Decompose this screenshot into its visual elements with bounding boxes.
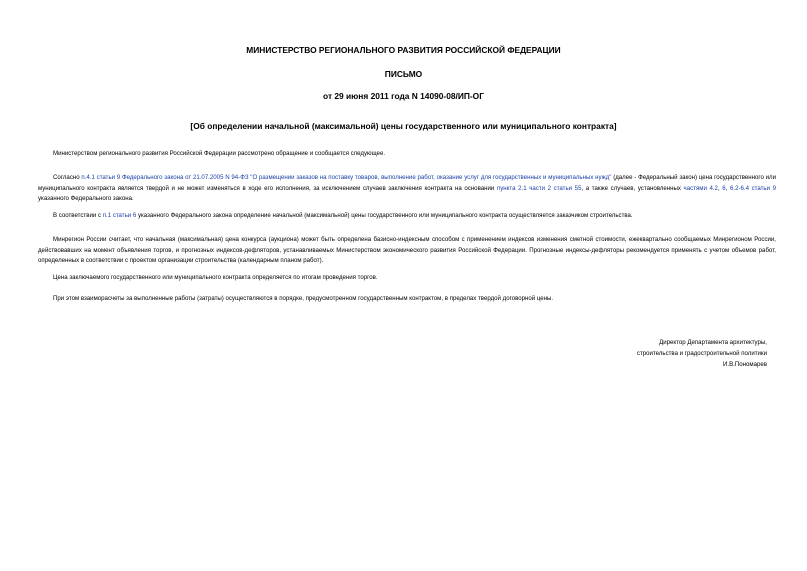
link-article-55[interactable]: пункта 2.1 части 2 статьи 55 [496,184,582,192]
link-part-4-2[interactable]: частями 4.2 [683,184,718,192]
link-part-6[interactable]: 6 [722,184,726,192]
text-segment: , [717,184,723,192]
link-article-6[interactable]: п.1 статьи 6 [102,212,137,219]
link-parts-6-2-6-4-article-9[interactable]: 6.2-6.4 статьи 9 [730,184,777,192]
text-segment: (далее - Федеральный закон) цена государственного или муниципального контракта является твердой и не может изменяться в ходе его исполнения, за исключением случаев заключения контракта на основании [38,174,776,192]
document-date-number: от 29 июня 2011 года N 14090-08/ИП-ОГ [323,91,484,101]
signature-name: И.В.Пономарев [723,361,767,368]
text-segment: , а также случаев, установленных [581,184,684,192]
paragraph-contract-price: Цена заключаемого государственного или муниципального контракта определяется по итогам проведения торгов. [53,274,378,281]
signature-position-line-2: строительства и градостроительной политики [636,350,767,357]
text-segment: В соответствии с [53,212,103,219]
paragraph-settlements: При этом взаиморасчеты за выполненные работы (затраты) осуществляются в порядке, предусмотренном государственным контрактом, в пределах твердой договорной цены. [53,295,554,302]
document-type: ПИСЬМО [384,69,423,79]
link-law-94fz-article-9[interactable]: п.4.1 статьи 9 Федерального закона от 21.07.2005 N 94-ФЗ "О размещении заказов на поставку товаров, выполнение работ, оказание услуг для государственных и муниципальных нужд" [81,174,612,181]
ministry-name: МИНИСТЕРСТВО РЕГИОНАЛЬНОГО РАЗВИТИЯ РОССИЙСКОЙ ФЕДЕРАЦИИ [246,45,561,55]
signature-position-line-1: Директор Департамента архитектуры, [659,339,767,346]
signature-block [637,337,767,370]
paragraph-article-6 [38,211,776,222]
text-segment: указанного Федерального закона. [38,195,134,202]
document-subject: [Об определении начальной (максимальной) цены государственного или муниципального контракта] [190,121,617,131]
paragraph-law-reference [38,173,776,205]
paragraph-minregion-opinion: Минрегион России считает, что начальная (максимальная) цена конкурса (аукциона) может быть определена базисно-индексным способом с применением индексов изменения сметной стоимости, ежеквартально сообщаемых Минрегионом России, действовавших на момент объявления торгов, и прогнозных индексов-дефляторов, устанавливаемых Министерством экономического развития Российской Федерации. Прогнозные индексы-дефляторы рекомендуется применять с учетом объемов работ, определенных в соответствии с проектом организации строительства (календарным планом работ). [38,236,776,264]
text-segment: , [725,184,730,192]
paragraph-intro: Министерством регионального развития Российской Федерации рассмотрено обращение и сообщается следующее. [53,150,386,157]
text-segment: указанного Федерального закона определение начальной (максимальной) цены государственного или муниципального контракта осуществляется заказчиком строительства. [136,212,633,219]
text-segment: Согласно [53,174,82,181]
